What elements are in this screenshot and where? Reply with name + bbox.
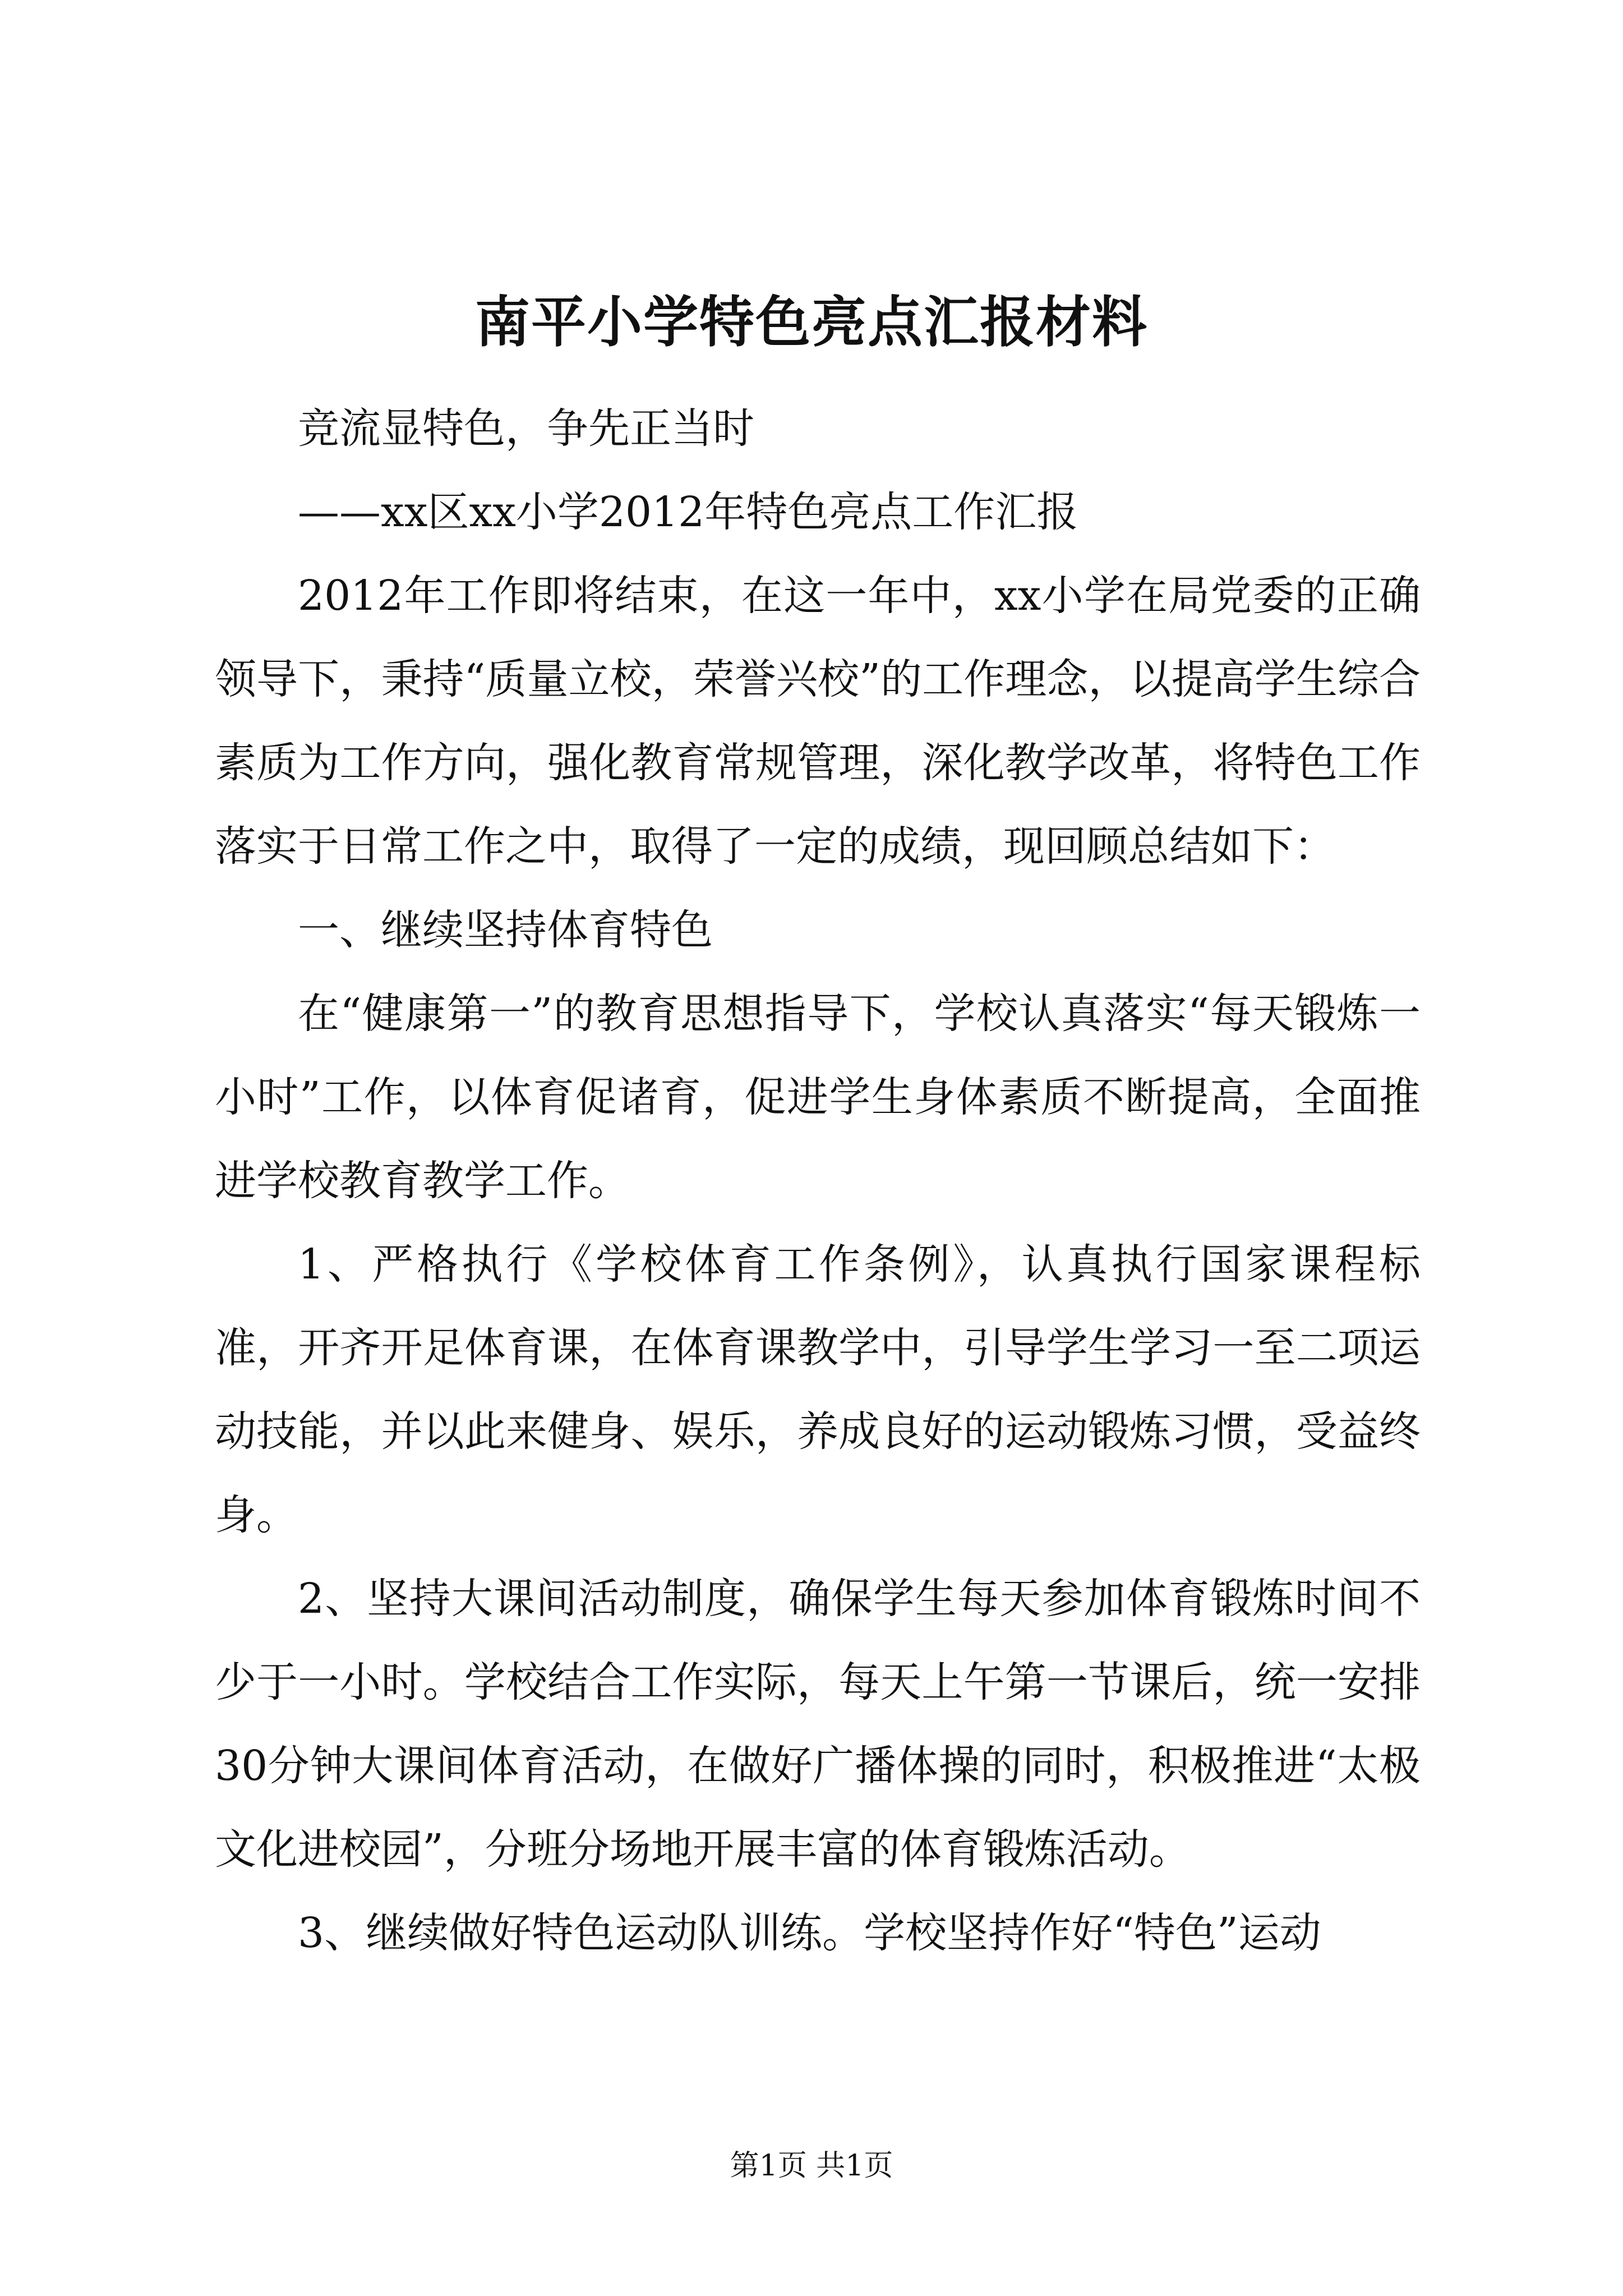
intro-paragraph: 2012年工作即将结束，在这一年中，xx小学在局党委的正确领导下，秉持“质量立校，荣誉兴校”的工作理念，以提高学生综合素质为工作方向，强化教育常规管理，深化教学改革，将特色工作落实于日常工作之中，取得了一定的成绩，现回顾总结如下： <box>215 572 1421 871</box>
item-3-paragraph: 3、继续做好特色运动队训练。学校坚持作好“特色”运动 <box>298 1909 1321 1957</box>
item-2-paragraph: 2、坚持大课间活动制度，确保学生每天参加体育锻炼时间不少于一小时。学校结合工作实际，每天上午第一节课后，统一安排30分钟大课间体育活动，在做好广播体操的同时，积极推进“太极文化进校园”，分班分场地开展丰富的体育锻炼活动。 <box>215 1575 1421 1874</box>
item-1-paragraph: 1、严格执行《学校体育工作条例》，认真执行国家课程标准，开齐开足体育课，在体育课教学中，引导学生学习一至二项运动技能，并以此来健身、娱乐，养成良好的运动锻炼习惯，受益终身。 <box>215 1240 1421 1539</box>
subtitle-line: 竞流显特色，争先正当时 <box>298 404 754 453</box>
section-intro-paragraph: 在“健康第一”的教育思想指导下，学校认真落实“每天锻炼一小时”工作，以体育促诸育，促进学生身体素质不断提高，全面推进学校教育教学工作。 <box>215 990 1421 1205</box>
document-title: 南平小学特色亮点汇报材料 <box>474 290 1148 355</box>
section-heading: 一、继续坚持体育特色 <box>298 906 713 954</box>
document-body <box>215 387 1421 1975</box>
subtitle-report-line: ——xx区xx小学2012年特色亮点工作汇报 <box>298 488 1078 536</box>
page-footer: 第1页 共1页 <box>730 2149 893 2183</box>
